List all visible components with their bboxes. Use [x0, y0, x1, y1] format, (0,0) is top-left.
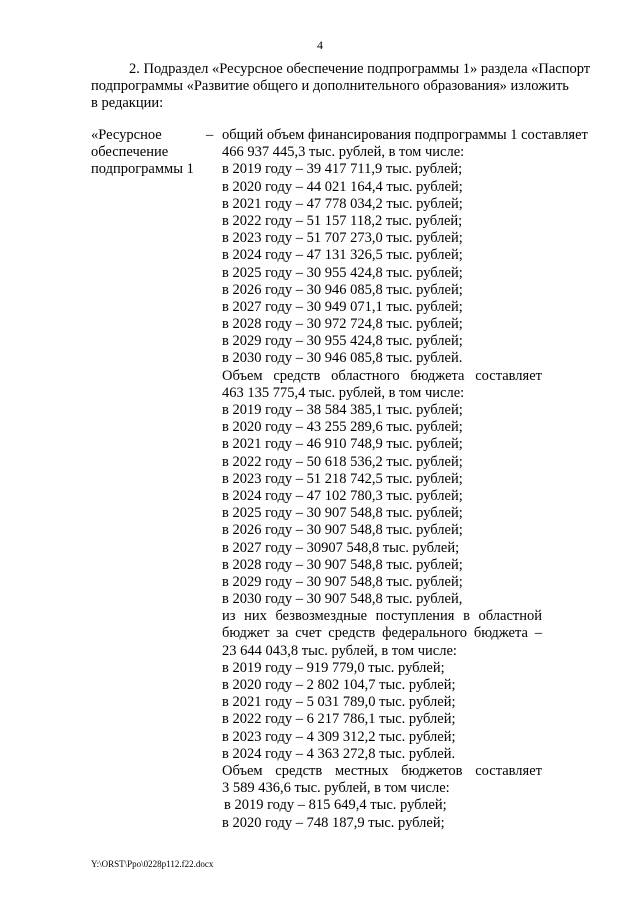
funding-line: в 2021 году – 5 031 789,0 тыс. рублей;	[222, 694, 456, 711]
funding-line: в 2022 году – 51 157 118,2 тыс. рублей;	[222, 212, 463, 229]
funding-line: 463 135 775,4 тыс. рублей, в том числе:	[222, 384, 465, 401]
funding-line: в 2030 году – 30 946 085,8 тыс. рублей.	[222, 350, 463, 367]
funding-line: в 2022 году – 50 618 536,2 тыс. рублей;	[222, 453, 463, 470]
funding-line: в 2024 году – 47 131 326,5 тыс. рублей;	[222, 247, 463, 264]
funding-line: Объем средств областного бюджета составляет	[222, 367, 542, 384]
funding-line: в 2020 году – 748 187,9 тыс. рублей;	[222, 814, 445, 831]
funding-line: в 2023 году – 51 218 742,5 тыс. рублей;	[222, 470, 463, 487]
file-path-footer: Y:\ORST\Ppo\0228p112.f22.docx	[91, 859, 214, 869]
funding-line: в 2019 году – 919 779,0 тыс. рублей;	[222, 659, 445, 676]
resource-label-line: «Ресурсное	[91, 127, 162, 143]
funding-line: в 2020 году – 43 255 289,6 тыс. рублей;	[222, 419, 463, 436]
funding-line: в 2019 году – 38 584 385,1 тыс. рублей;	[222, 402, 463, 418]
funding-line: в 2022 году – 6 217 786,1 тыс. рублей;	[222, 711, 456, 728]
funding-line: в 2025 году – 30 955 424,8 тыс. рублей;	[222, 264, 463, 281]
funding-line: в 2019 году – 815 649,4 тыс. рублей;	[224, 797, 447, 814]
funding-line: в 2023 году – 4 309 312,2 тыс. рублей;	[222, 728, 456, 745]
funding-line: 23 644 043,8 тыс. рублей, в том числе:	[222, 642, 457, 659]
funding-line: из них безвозмездные поступления в областной	[222, 608, 542, 625]
funding-line: в 2021 году – 46 910 748,9 тыс. рублей;	[222, 436, 463, 453]
funding-line: в 2030 году – 30 907 548,8 тыс. рублей,	[222, 591, 463, 608]
funding-line: в 2026 году – 30 946 085,8 тыс. рублей;	[222, 281, 463, 298]
funding-line: бюджет за счет средств федерального бюджета –	[222, 625, 542, 642]
funding-line: общий объем финансирования подпрограммы 1 составляет	[222, 127, 588, 143]
funding-line: в 2019 году – 39 417 711,9 тыс. рублей;	[222, 161, 463, 178]
resource-label-line: обеспечение	[91, 144, 169, 161]
funding-line: в 2025 году – 30 907 548,8 тыс. рублей;	[222, 505, 463, 522]
funding-line: Объем средств местных бюджетов составляет	[222, 762, 542, 779]
funding-line: в 2028 году – 30 972 724,8 тыс. рублей;	[222, 316, 463, 333]
funding-line: в 2027 году – 30 949 071,1 тыс. рублей;	[222, 298, 463, 315]
funding-line: 3 589 436,6 тыс. рублей, в том числе:	[222, 780, 450, 797]
resource-label-line: подпрограммы 1	[91, 161, 194, 178]
intro-line-2: подпрограммы «Развитие общего и дополнительного образования» изложить	[91, 78, 569, 95]
funding-line: в 2029 году – 30 955 424,8 тыс. рублей;	[222, 333, 463, 350]
funding-line: в 2024 году – 47 102 780,3 тыс. рублей;	[222, 487, 463, 504]
intro-line-1: 2. Подраздел «Ресурсное обеспечение подпрограммы 1» раздела «Паспорт	[129, 61, 591, 77]
funding-line: в 2020 году – 2 802 104,7 тыс. рублей;	[222, 677, 456, 693]
funding-line: в 2021 году – 47 778 034,2 тыс. рублей;	[222, 195, 463, 212]
label-dash: –	[206, 127, 214, 143]
funding-line: в 2020 году – 44 021 164,4 тыс. рублей;	[222, 178, 463, 195]
funding-line: в 2028 году – 30 907 548,8 тыс. рублей;	[222, 556, 463, 573]
funding-line: в 2024 году – 4 363 272,8 тыс. рублей.	[222, 745, 456, 762]
funding-line: в 2026 году – 30 907 548,8 тыс. рублей;	[222, 522, 463, 539]
page-number: 4	[317, 38, 323, 52]
intro-line-3: в редакции:	[91, 95, 164, 112]
resource-label	[91, 127, 201, 179]
funding-line: 466 937 445,3 тыс. рублей, в том числе:	[222, 144, 465, 161]
funding-line: в 2027 году – 30907 548,8 тыс. рублей;	[222, 539, 460, 556]
funding-line: в 2029 году – 30 907 548,8 тыс. рублей;	[222, 573, 463, 590]
funding-details	[222, 127, 588, 832]
intro-paragraph	[91, 61, 591, 113]
funding-line: в 2023 году – 51 707 273,0 тыс. рублей;	[222, 230, 463, 247]
